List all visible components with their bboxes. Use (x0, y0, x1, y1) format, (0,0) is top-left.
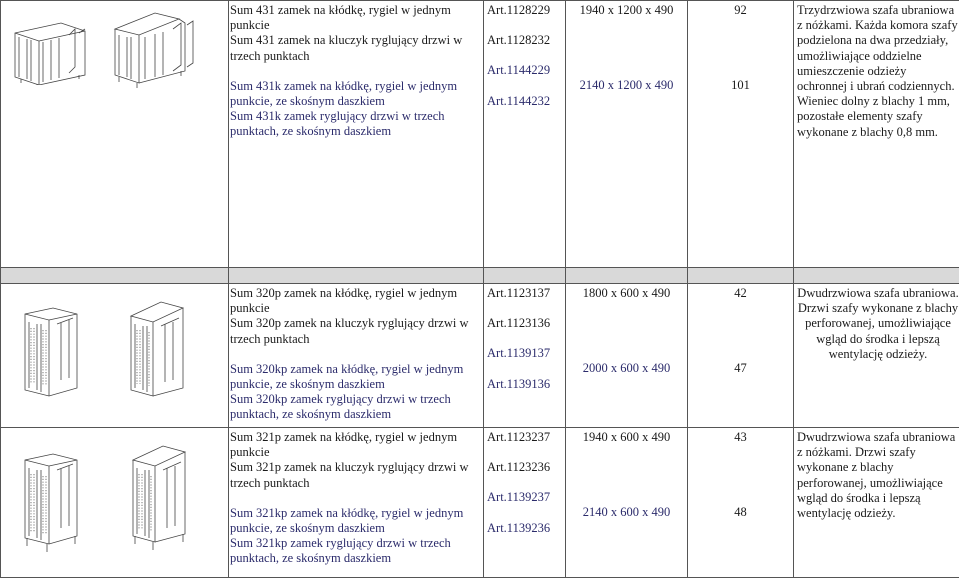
product-note: Dwudrzwiowa szafa ubraniowa. Drzwi szafy wykonane z blachy perforowanej, umożliwiające wgląd do środka i lepszą wentylację odzieży. (797, 286, 959, 361)
locker-two-door-perforated-roof-legs-illustration (129, 442, 203, 556)
product-row-sum-320p (1, 284, 959, 428)
article-number: Art.1139236 (487, 520, 551, 535)
section-separator (1, 268, 959, 284)
article-number: Art.1128229 (487, 3, 551, 17)
locker-two-door-perforated-legs-illustration (21, 446, 93, 556)
locker-three-door-roof-illustration (109, 9, 199, 89)
weight-cell (688, 1, 794, 268)
notes-cell (794, 284, 959, 428)
dimensions-value: 1800 x 600 x 490 (582, 286, 671, 300)
article-number-cell (484, 428, 566, 578)
product-image-cell (1, 1, 229, 268)
description-variant: Sum 320p zamek na kluczyk ryglujący drzwi w trzech punktach (230, 316, 469, 346)
description-cell (229, 1, 484, 268)
notes-cell (794, 428, 959, 578)
dimensions-cell (566, 428, 688, 578)
article-number: Art.1139237 (487, 490, 551, 505)
article-number: Art.1123137 (487, 286, 551, 300)
description-variant: Sum 431k zamek ryglujący drzwi w trzech punktach, ze skośnym daszkiem (230, 109, 445, 139)
article-number: Art.1128232 (487, 33, 551, 48)
article-number: Art.1123236 (487, 460, 551, 475)
description-variant: Sum 320kp zamek ryglujący drzwi w trzech punktach, ze skośnym daszkiem (230, 392, 451, 422)
weight-value: 47 (734, 361, 747, 376)
weight-cell (688, 428, 794, 578)
dimensions-value: 2000 x 600 x 490 (582, 361, 671, 376)
product-row-sum-431 (1, 1, 959, 268)
product-note: Dwudrzwiowa szafa ubraniowa z nóżkami. Drzwi szafy wykonane z blachy perforowanej, umożliwiające wgląd do środka i lepszą wentylację odzieży. (797, 430, 956, 521)
weight-cell (688, 284, 794, 428)
product-image-cell (1, 284, 229, 428)
dimensions-value: 2140 x 600 x 490 (582, 505, 671, 520)
product-row-sum-321p (1, 428, 959, 578)
description-variant: Sum 320p zamek na kłódkę, rygiel w jednym punkcie (230, 286, 458, 316)
weight-value: 92 (734, 3, 747, 17)
dimensions-cell (566, 284, 688, 428)
notes-cell (794, 1, 959, 268)
article-number: Art.1123237 (487, 430, 551, 444)
product-image-cell (1, 428, 229, 578)
dimensions-cell (566, 1, 688, 268)
article-number: Art.1139136 (487, 376, 551, 391)
article-number: Art.1144229 (487, 63, 551, 78)
description-cell (229, 428, 484, 578)
locker-three-door-illustration (9, 9, 91, 85)
description-variant: Sum 431 zamek na kłódkę, rygiel w jednym punkcie (230, 3, 451, 33)
description-variant: Sum 321p zamek na kłódkę, rygiel w jednym punkcie (230, 430, 458, 460)
locker-two-door-perforated-roof-illustration (127, 298, 201, 400)
article-number: Art.1139137 (487, 346, 551, 361)
article-number-cell (484, 1, 566, 268)
weight-value: 101 (731, 78, 750, 93)
weight-value: 43 (734, 430, 747, 444)
description-cell (229, 284, 484, 428)
dimensions-value: 1940 x 600 x 490 (582, 430, 671, 444)
description-variant: Sum 321kp zamek na kłódkę, rygiel w jednym punkcie, ze skośnym daszkiem (230, 505, 464, 536)
article-number: Art.1123136 (487, 316, 551, 331)
locker-two-door-perforated-illustration (21, 300, 91, 398)
description-variant: Sum 321kp zamek ryglujący drzwi w trzech punktach, ze skośnym daszkiem (230, 536, 451, 566)
description-variant: Sum 320kp zamek na kłódkę, rygiel w jednym punkcie, ze skośnym daszkiem (230, 361, 464, 392)
article-number-cell (484, 284, 566, 428)
description-variant: Sum 431 zamek na kluczyk ryglujący drzwi w trzech punktach (230, 33, 463, 63)
description-variant: Sum 321p zamek na kluczyk ryglujący drzwi w trzech punktach (230, 460, 469, 490)
dimensions-value: 2140 x 1200 x 490 (579, 78, 674, 93)
description-variant: Sum 431k zamek na kłódkę, rygiel w jednym punkcie, ze skośnym daszkiem (230, 78, 458, 109)
article-number: Art.1144232 (487, 93, 551, 108)
dimensions-value: 1940 x 1200 x 490 (579, 3, 674, 17)
weight-value: 48 (734, 505, 747, 520)
weight-value: 42 (734, 286, 747, 300)
product-note: Trzydrzwiowa szafa ubraniowa z nóżkami. Każda komora szafy podzielona na dwa przedziały, umożliwiające oddzielne umieszczenie odzieży ochronnej i ubrań codziennych. Wieniec dolny z blachy 1 mm, pozostałe elementy szafy wykonane z blachy 0,8 mm. (797, 3, 958, 139)
